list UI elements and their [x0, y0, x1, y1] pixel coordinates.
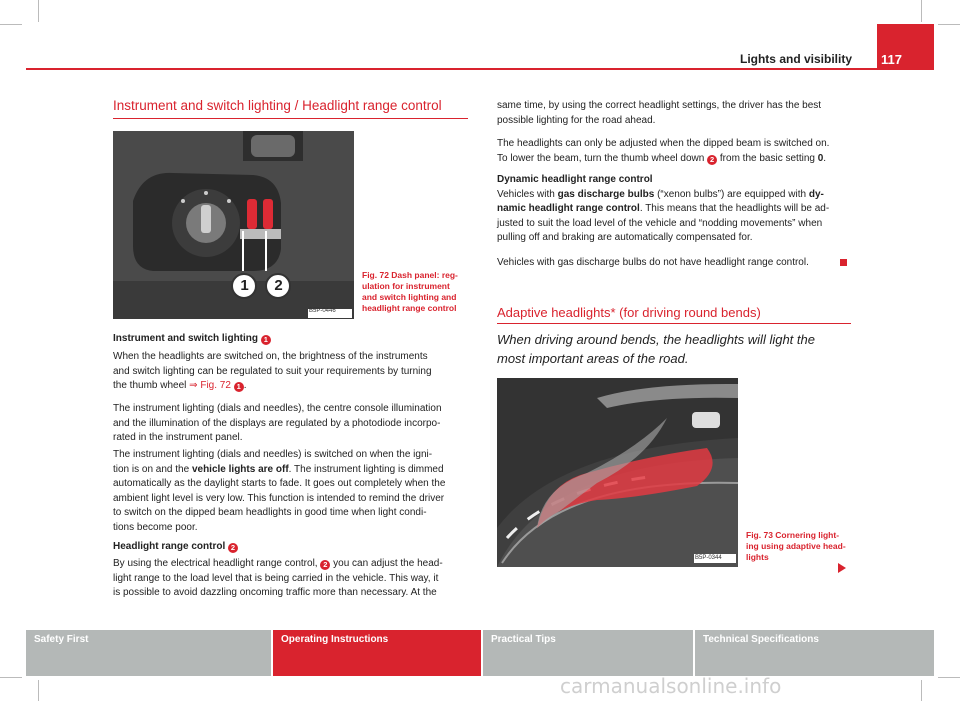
paragraph-1: When the headlights are switched on, the brightness of the instruments and switch lighting can be regulated to suit your requirements by turning the thumb wheel ⇒ Fig. 72 1 . [113, 350, 473, 394]
paragraph-6 [497, 137, 857, 166]
text-line: automatically as the daylight starts to fade. It goes out completely when the [113, 478, 446, 489]
paragraph-7 [497, 173, 857, 246]
text-span: (“xenon bulbs”) are equipped with [657, 188, 807, 200]
text-line: The headlights can only be adjusted when the dipped beam is switched on. [497, 138, 830, 149]
crop-mark [0, 24, 22, 25]
text-line: ambient light level is very low. This function is intended to remind the driver [113, 492, 445, 504]
running-header: Lights and visibility [739, 52, 852, 66]
crop-mark [921, 0, 922, 22]
caption-line: Fig. 73 Cornering light- [746, 530, 840, 540]
callout-1: 1 [240, 277, 249, 294]
footer-tab-technical-specifications[interactable]: Technical Specifications [695, 630, 934, 676]
text-span: Vehicles with [497, 188, 555, 200]
intro-line: most important areas of the road. [497, 351, 689, 366]
text-span: . The instrument lighting is dimmed [288, 463, 444, 475]
badge-2: 2 [228, 543, 238, 553]
text-line: same time, by using the correct headlight settings, the driver has the best [497, 100, 822, 111]
crop-mark [921, 680, 922, 701]
text-line: is possible to avoid dazzling oncoming traffic more than necessary. At the [113, 587, 437, 598]
heading-headlight-range [113, 540, 473, 555]
subheading: Dynamic headlight range control [497, 174, 653, 185]
watermark: carmanualsonline.info [560, 674, 782, 698]
section2-intro [497, 330, 847, 368]
text-line: The instrument lighting (dials and needles) is switched on when the igni- [113, 449, 433, 460]
caption-line: headlight range control [362, 303, 457, 313]
continue-arrow-icon [838, 563, 846, 573]
bold-text: namic headlight range control [497, 203, 640, 214]
cornering-light-illustration [497, 378, 738, 567]
dash-panel-illustration [113, 131, 354, 319]
crop-mark [938, 24, 960, 25]
caption-line: lights [746, 552, 769, 562]
bold-text: gas discharge bulbs [557, 188, 655, 200]
section-title: Instrument and switch lighting / Headlight range control [113, 98, 442, 113]
badge-1: 1 [261, 335, 271, 345]
text-line: light range to the load level that is being carried in the vehicle. This way, it [113, 572, 439, 584]
text-span: the thumb wheel [113, 380, 187, 391]
bold-text: vehicle lights are off [191, 463, 289, 475]
text-line: When the headlights are switched on, the brightness of the instruments [113, 351, 428, 362]
crop-mark [38, 0, 39, 22]
section-rule [113, 118, 468, 119]
crop-mark [0, 677, 22, 678]
figure-dash-panel [113, 131, 354, 319]
text-span: By using the electrical headlight range control, [113, 558, 318, 569]
text-line: pulling off and braking are automatically compensated for. [497, 232, 753, 243]
figure-code: B5P-0446 [309, 308, 336, 314]
section2-title: Adaptive headlights* (for driving round bends) [497, 305, 761, 320]
badge-1: 1 [234, 382, 244, 392]
caption-line: Fig. 72 Dash panel: reg- [362, 270, 458, 280]
text-span: tion is on and the [113, 463, 190, 475]
section-end-mark [840, 259, 847, 266]
text-line: and switch lighting can be regulated to suit your requirements by turning [113, 365, 432, 377]
text-line: to switch on the dipped beam headlights in good time when light condi- [113, 507, 427, 518]
text-line: and the illumination of the displays are regulated by a photodiode incorpo- [113, 417, 441, 429]
caption-line: ing using adaptive head- [746, 541, 846, 551]
heading-text: Headlight range control [113, 541, 226, 552]
figure-reference-link[interactable]: ⇒ Fig. 72 [189, 380, 231, 391]
section2-rule [497, 323, 851, 324]
caption-line: ulation for instrument [362, 281, 450, 291]
footer-tab-operating-instructions[interactable]: Operating Instructions [273, 630, 481, 676]
crop-mark [938, 677, 960, 678]
page-number: 117 [877, 24, 934, 68]
figure-cornering-light [497, 378, 738, 567]
text-line: The instrument lighting (dials and needles), the centre console illumination [113, 403, 442, 414]
figure-code: B5P-0344 [695, 555, 722, 561]
callout-2: 2 [274, 277, 283, 294]
paragraph-5 [497, 99, 857, 128]
text-line: tions become poor. [113, 521, 198, 533]
figure-caption [746, 530, 856, 563]
paragraph-2 [113, 402, 473, 446]
heading-instrument-lighting [113, 332, 473, 347]
caption-line: and switch lighting and [362, 292, 457, 302]
intro-line: When driving around bends, the headlights will light the [497, 332, 815, 347]
badge-2: 2 [320, 560, 330, 570]
text-span: from the basic setting [719, 152, 815, 164]
heading-text: Instrument and switch lighting [113, 333, 258, 344]
text-line: rated in the instrument panel. [113, 432, 243, 443]
badge-2: 2 [707, 155, 717, 165]
text-line: possible lighting for the road ahead. [497, 114, 656, 126]
bold-text: dy- [808, 188, 824, 200]
header-rule [26, 68, 934, 70]
text-span: . [823, 152, 827, 164]
text-span: . This means that the headlights will be ad- [639, 203, 830, 214]
text-span: To lower the beam, turn the thumb wheel down [497, 152, 705, 164]
crop-mark [38, 680, 39, 701]
bold-text: 0 [817, 152, 824, 164]
paragraph-8: Vehicles with gas discharge bulbs do not have headlight range control. [497, 257, 809, 268]
text-line: justed to suit the load level of the vehicle and “nodding movements” when [497, 217, 823, 229]
paragraph-4 [113, 557, 473, 601]
figure-caption [362, 270, 472, 314]
text-span: you can adjust the head- [333, 558, 443, 569]
footer-tab-practical-tips[interactable]: Practical Tips [483, 630, 693, 676]
footer-tab-safety-first[interactable]: Safety First [26, 630, 271, 676]
paragraph-3 [113, 448, 473, 535]
